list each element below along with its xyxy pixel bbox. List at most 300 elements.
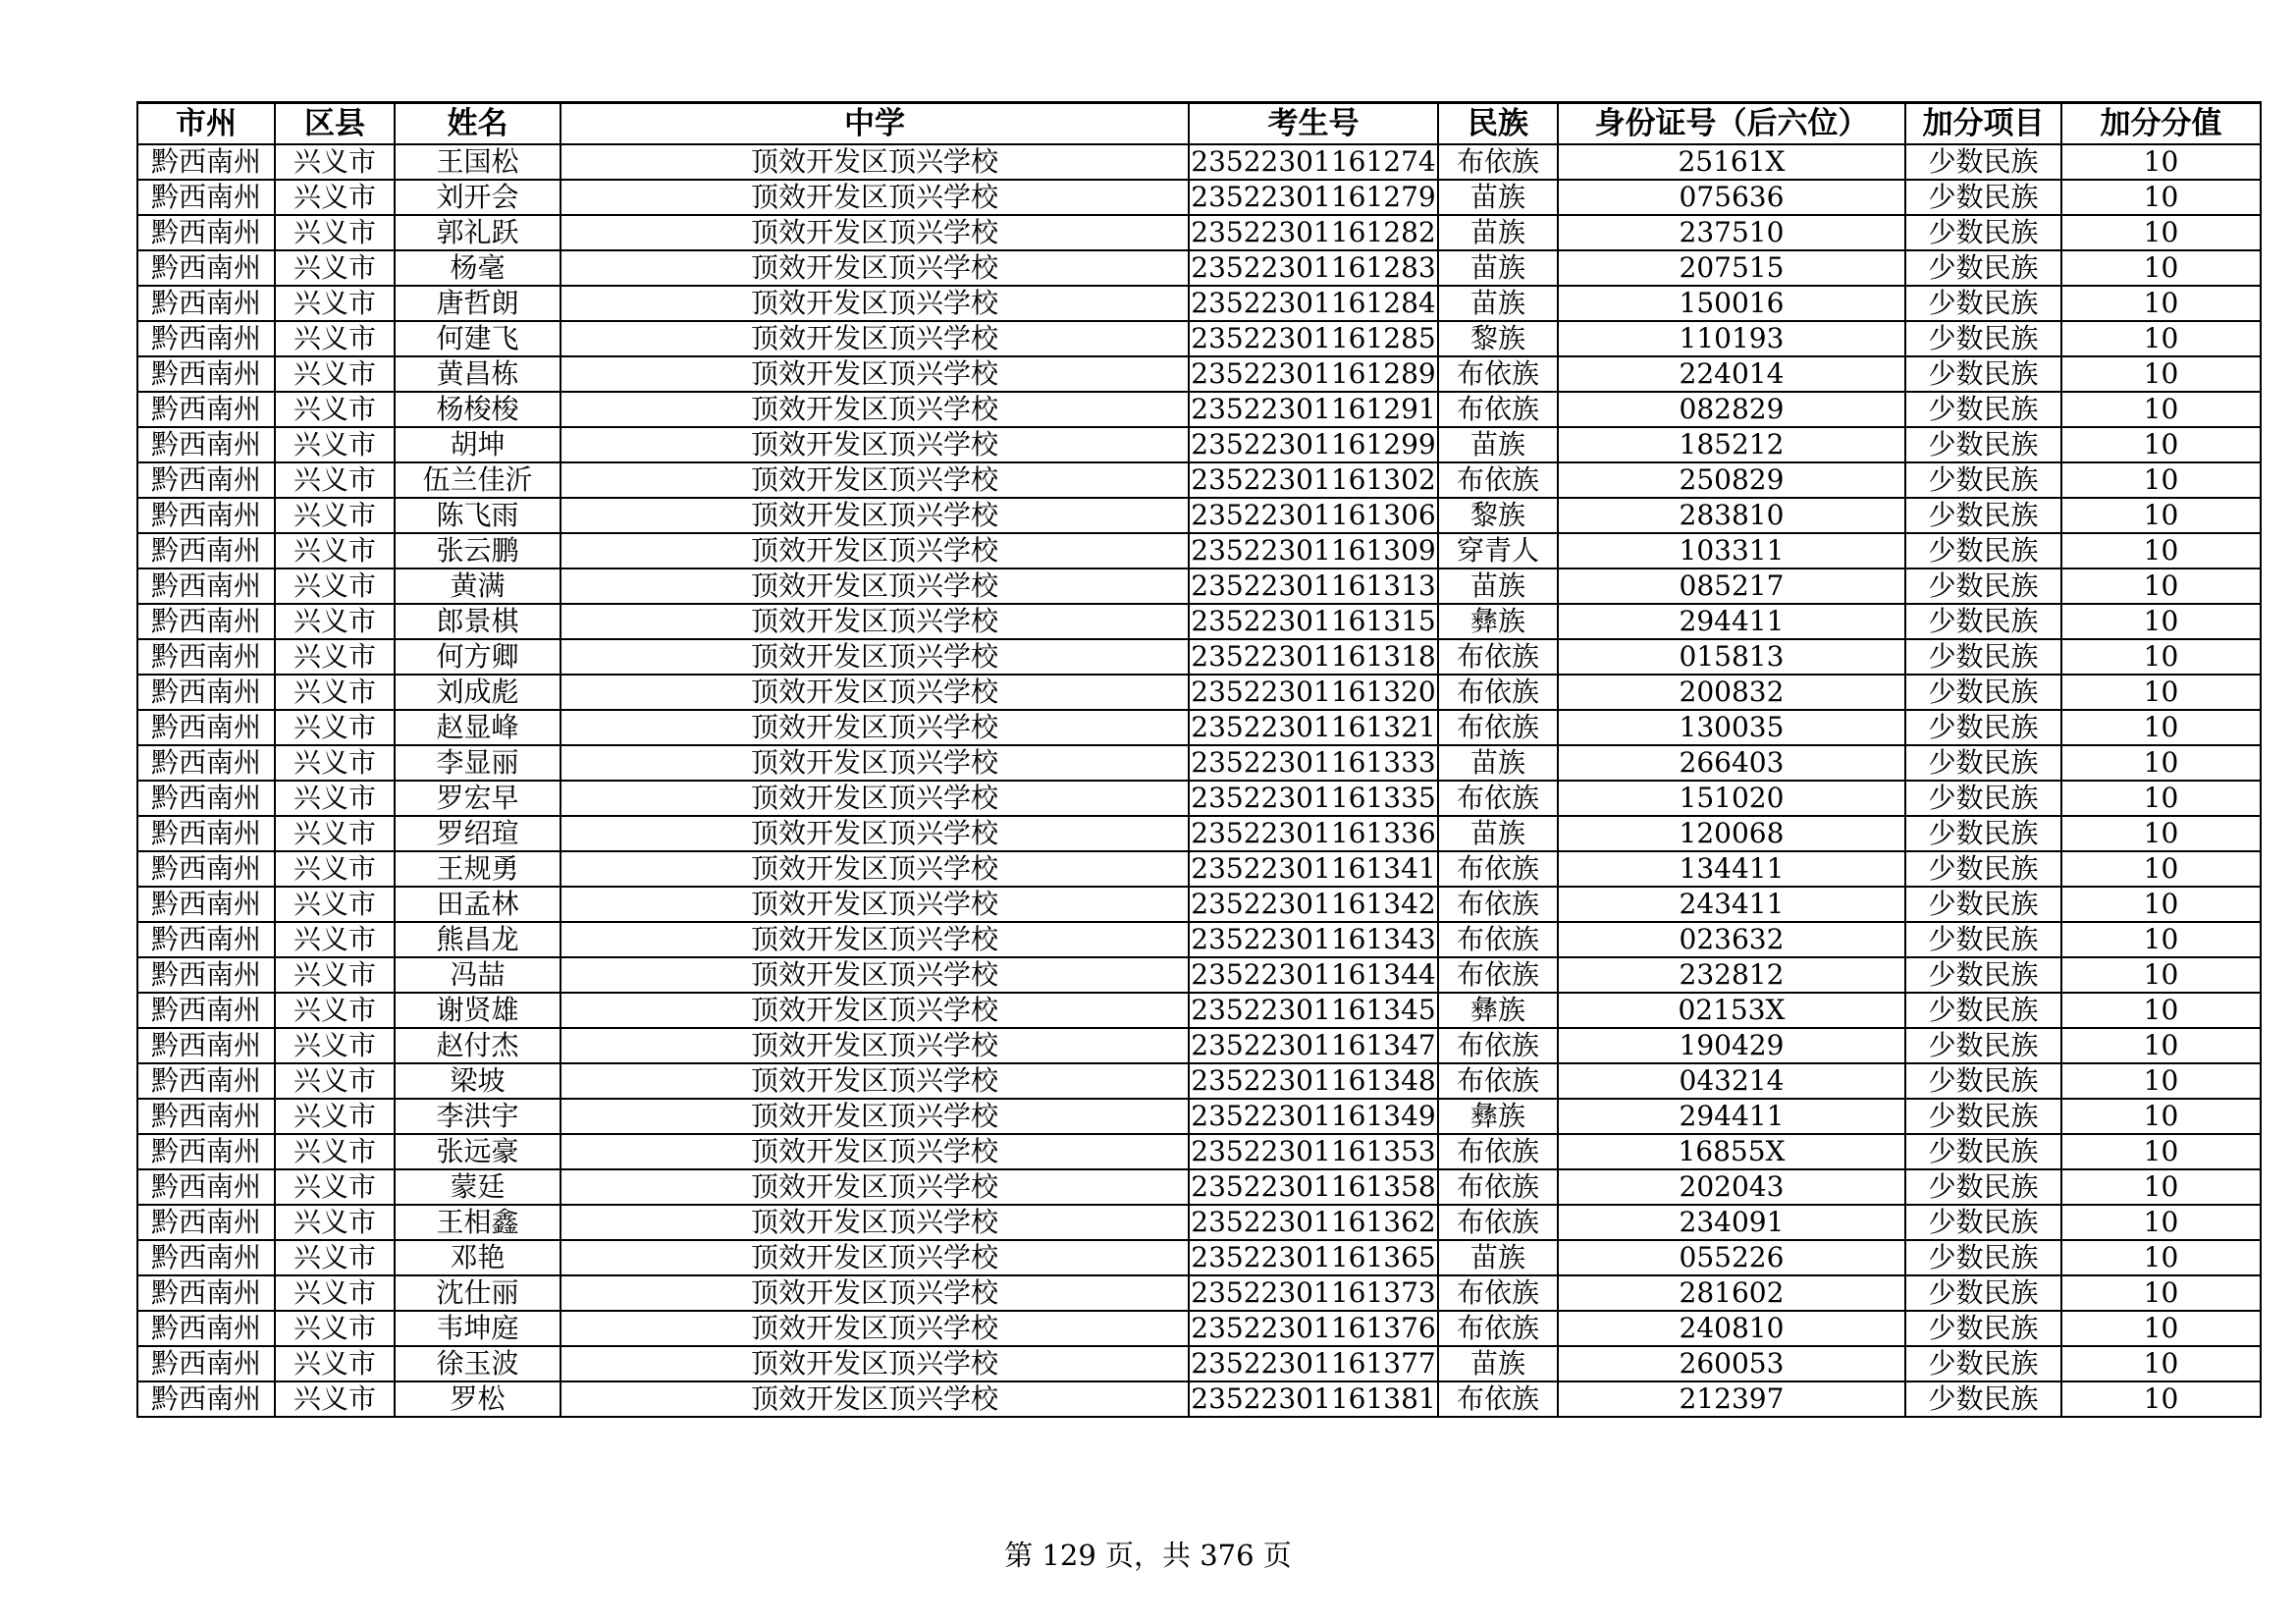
cell-bonus-points: 10 bbox=[2061, 356, 2261, 392]
cell-id-last-six: 294411 bbox=[1558, 1099, 1905, 1134]
cell-bonus-item: 少数民族 bbox=[1905, 675, 2061, 710]
cell-school: 顶效开发区顶兴学校 bbox=[561, 745, 1189, 781]
cell-name: 罗宏早 bbox=[395, 781, 561, 816]
cell-bonus-item: 少数民族 bbox=[1905, 180, 2061, 215]
cell-id-last-six: 120068 bbox=[1558, 816, 1905, 851]
cell-city: 黔西南州 bbox=[137, 710, 275, 745]
cell-ethnicity: 布依族 bbox=[1438, 1311, 1558, 1346]
cell-bonus-points: 10 bbox=[2061, 180, 2261, 215]
table-row bbox=[137, 1099, 2261, 1134]
cell-school: 顶效开发区顶兴学校 bbox=[561, 957, 1189, 993]
cell-city: 黔西南州 bbox=[137, 1275, 275, 1311]
cell-name: 陈飞雨 bbox=[395, 498, 561, 533]
cell-city: 黔西南州 bbox=[137, 745, 275, 781]
header-school: 中学 bbox=[561, 103, 1189, 145]
cell-school: 顶效开发区顶兴学校 bbox=[561, 180, 1189, 215]
cell-id-last-six: 243411 bbox=[1558, 887, 1905, 922]
cell-ethnicity: 彝族 bbox=[1438, 1099, 1558, 1134]
cell-county: 兴义市 bbox=[275, 993, 395, 1028]
cell-school: 顶效开发区顶兴学校 bbox=[561, 1381, 1189, 1417]
page-footer: 第 129 页，共 376 页 bbox=[1004, 1539, 1292, 1572]
table-row bbox=[137, 462, 2261, 498]
table-row bbox=[137, 639, 2261, 675]
cell-county: 兴义市 bbox=[275, 604, 395, 639]
cell-name: 何建飞 bbox=[395, 321, 561, 356]
table-row bbox=[137, 1169, 2261, 1205]
cell-bonus-points: 10 bbox=[2061, 1346, 2261, 1381]
cell-bonus-item: 少数民族 bbox=[1905, 851, 2061, 887]
cell-bonus-item: 少数民族 bbox=[1905, 321, 2061, 356]
cell-bonus-item: 少数民族 bbox=[1905, 427, 2061, 462]
table-row bbox=[137, 1028, 2261, 1063]
cell-school: 顶效开发区顶兴学校 bbox=[561, 604, 1189, 639]
cell-county: 兴义市 bbox=[275, 321, 395, 356]
table-row bbox=[137, 356, 2261, 392]
cell-city: 黔西南州 bbox=[137, 781, 275, 816]
cell-name: 蒙廷 bbox=[395, 1169, 561, 1205]
cell-county: 兴义市 bbox=[275, 144, 395, 180]
cell-id-last-six: 02153X bbox=[1558, 993, 1905, 1028]
cell-bonus-item: 少数民族 bbox=[1905, 144, 2061, 180]
cell-ethnicity: 布依族 bbox=[1438, 462, 1558, 498]
cell-city: 黔西南州 bbox=[137, 993, 275, 1028]
cell-name: 徐玉波 bbox=[395, 1346, 561, 1381]
cell-county: 兴义市 bbox=[275, 957, 395, 993]
cell-ethnicity: 布依族 bbox=[1438, 957, 1558, 993]
cell-bonus-item: 少数民族 bbox=[1905, 250, 2061, 286]
cell-name: 黄满 bbox=[395, 568, 561, 604]
cell-exam-number: 23522301161373 bbox=[1189, 1275, 1438, 1311]
cell-exam-number: 23522301161336 bbox=[1189, 816, 1438, 851]
cell-name: 何方卿 bbox=[395, 639, 561, 675]
cell-school: 顶效开发区顶兴学校 bbox=[561, 710, 1189, 745]
cell-name: 郎景棋 bbox=[395, 604, 561, 639]
cell-exam-number: 23522301161313 bbox=[1189, 568, 1438, 604]
cell-ethnicity: 布依族 bbox=[1438, 392, 1558, 427]
cell-school: 顶效开发区顶兴学校 bbox=[561, 356, 1189, 392]
cell-school: 顶效开发区顶兴学校 bbox=[561, 816, 1189, 851]
cell-id-last-six: 250829 bbox=[1558, 462, 1905, 498]
cell-name: 田孟林 bbox=[395, 887, 561, 922]
cell-school: 顶效开发区顶兴学校 bbox=[561, 675, 1189, 710]
cell-id-last-six: 283810 bbox=[1558, 498, 1905, 533]
cell-bonus-points: 10 bbox=[2061, 568, 2261, 604]
cell-ethnicity: 穿青人 bbox=[1438, 533, 1558, 568]
table-row bbox=[137, 321, 2261, 356]
cell-bonus-item: 少数民族 bbox=[1905, 356, 2061, 392]
cell-name: 沈仕丽 bbox=[395, 1275, 561, 1311]
cell-bonus-points: 10 bbox=[2061, 887, 2261, 922]
cell-city: 黔西南州 bbox=[137, 533, 275, 568]
cell-exam-number: 23522301161321 bbox=[1189, 710, 1438, 745]
cell-name: 张云鹏 bbox=[395, 533, 561, 568]
cell-exam-number: 23522301161315 bbox=[1189, 604, 1438, 639]
cell-city: 黔西南州 bbox=[137, 286, 275, 321]
cell-county: 兴义市 bbox=[275, 710, 395, 745]
cell-city: 黔西南州 bbox=[137, 1028, 275, 1063]
table-row bbox=[137, 533, 2261, 568]
cell-bonus-points: 10 bbox=[2061, 922, 2261, 957]
cell-id-last-six: 023632 bbox=[1558, 922, 1905, 957]
cell-id-last-six: 134411 bbox=[1558, 851, 1905, 887]
cell-name: 谢贤雄 bbox=[395, 993, 561, 1028]
table-row bbox=[137, 1275, 2261, 1311]
table-row bbox=[137, 144, 2261, 180]
cell-school: 顶效开发区顶兴学校 bbox=[561, 1205, 1189, 1240]
cell-exam-number: 23522301161342 bbox=[1189, 887, 1438, 922]
cell-city: 黔西南州 bbox=[137, 498, 275, 533]
cell-ethnicity: 布依族 bbox=[1438, 639, 1558, 675]
table-row bbox=[137, 1205, 2261, 1240]
candidate-bonus-table bbox=[136, 101, 2262, 1418]
cell-exam-number: 23522301161289 bbox=[1189, 356, 1438, 392]
cell-county: 兴义市 bbox=[275, 1169, 395, 1205]
cell-bonus-points: 10 bbox=[2061, 604, 2261, 639]
cell-bonus-item: 少数民族 bbox=[1905, 1311, 2061, 1346]
table-row bbox=[137, 851, 2261, 887]
cell-id-last-six: 043214 bbox=[1558, 1063, 1905, 1099]
table-row bbox=[137, 568, 2261, 604]
cell-county: 兴义市 bbox=[275, 1240, 395, 1275]
table-row bbox=[137, 1240, 2261, 1275]
cell-bonus-points: 10 bbox=[2061, 675, 2261, 710]
table-row bbox=[137, 781, 2261, 816]
cell-city: 黔西南州 bbox=[137, 1205, 275, 1240]
cell-id-last-six: 16855X bbox=[1558, 1134, 1905, 1169]
cell-county: 兴义市 bbox=[275, 462, 395, 498]
cell-bonus-item: 少数民族 bbox=[1905, 745, 2061, 781]
cell-bonus-points: 10 bbox=[2061, 710, 2261, 745]
cell-id-last-six: 25161X bbox=[1558, 144, 1905, 180]
header-ethnicity: 民族 bbox=[1438, 103, 1558, 145]
cell-ethnicity: 布依族 bbox=[1438, 1205, 1558, 1240]
cell-ethnicity: 布依族 bbox=[1438, 356, 1558, 392]
cell-bonus-item: 少数民族 bbox=[1905, 1346, 2061, 1381]
cell-bonus-points: 10 bbox=[2061, 392, 2261, 427]
cell-ethnicity: 布依族 bbox=[1438, 1028, 1558, 1063]
cell-city: 黔西南州 bbox=[137, 887, 275, 922]
cell-school: 顶效开发区顶兴学校 bbox=[561, 250, 1189, 286]
cell-bonus-item: 少数民族 bbox=[1905, 887, 2061, 922]
cell-school: 顶效开发区顶兴学校 bbox=[561, 1063, 1189, 1099]
table-row bbox=[137, 427, 2261, 462]
cell-ethnicity: 布依族 bbox=[1438, 1275, 1558, 1311]
cell-school: 顶效开发区顶兴学校 bbox=[561, 1099, 1189, 1134]
cell-school: 顶效开发区顶兴学校 bbox=[561, 144, 1189, 180]
table-row bbox=[137, 1381, 2261, 1417]
cell-ethnicity: 苗族 bbox=[1438, 427, 1558, 462]
cell-id-last-six: 151020 bbox=[1558, 781, 1905, 816]
cell-city: 黔西南州 bbox=[137, 1099, 275, 1134]
cell-city: 黔西南州 bbox=[137, 1063, 275, 1099]
cell-county: 兴义市 bbox=[275, 1028, 395, 1063]
cell-school: 顶效开发区顶兴学校 bbox=[561, 533, 1189, 568]
cell-name: 黄昌栋 bbox=[395, 356, 561, 392]
cell-school: 顶效开发区顶兴学校 bbox=[561, 1311, 1189, 1346]
table-row bbox=[137, 922, 2261, 957]
cell-school: 顶效开发区顶兴学校 bbox=[561, 286, 1189, 321]
cell-exam-number: 23522301161279 bbox=[1189, 180, 1438, 215]
table-row bbox=[137, 745, 2261, 781]
cell-exam-number: 23522301161333 bbox=[1189, 745, 1438, 781]
cell-county: 兴义市 bbox=[275, 887, 395, 922]
cell-bonus-points: 10 bbox=[2061, 1311, 2261, 1346]
table-row bbox=[137, 675, 2261, 710]
cell-school: 顶效开发区顶兴学校 bbox=[561, 427, 1189, 462]
cell-bonus-item: 少数民族 bbox=[1905, 922, 2061, 957]
cell-id-last-six: 190429 bbox=[1558, 1028, 1905, 1063]
cell-school: 顶效开发区顶兴学校 bbox=[561, 887, 1189, 922]
cell-school: 顶效开发区顶兴学校 bbox=[561, 498, 1189, 533]
cell-ethnicity: 彝族 bbox=[1438, 604, 1558, 639]
cell-school: 顶效开发区顶兴学校 bbox=[561, 1134, 1189, 1169]
cell-bonus-item: 少数民族 bbox=[1905, 1134, 2061, 1169]
cell-exam-number: 23522301161347 bbox=[1189, 1028, 1438, 1063]
cell-county: 兴义市 bbox=[275, 356, 395, 392]
cell-exam-number: 23522301161285 bbox=[1189, 321, 1438, 356]
cell-name: 杨毫 bbox=[395, 250, 561, 286]
cell-bonus-item: 少数民族 bbox=[1905, 1240, 2061, 1275]
cell-school: 顶效开发区顶兴学校 bbox=[561, 1240, 1189, 1275]
cell-id-last-six: 075636 bbox=[1558, 180, 1905, 215]
cell-city: 黔西南州 bbox=[137, 957, 275, 993]
cell-exam-number: 23522301161377 bbox=[1189, 1346, 1438, 1381]
cell-county: 兴义市 bbox=[275, 1205, 395, 1240]
header-city: 市州 bbox=[137, 103, 275, 145]
cell-city: 黔西南州 bbox=[137, 215, 275, 250]
cell-bonus-item: 少数民族 bbox=[1905, 1028, 2061, 1063]
cell-county: 兴义市 bbox=[275, 639, 395, 675]
cell-bonus-item: 少数民族 bbox=[1905, 1099, 2061, 1134]
cell-ethnicity: 苗族 bbox=[1438, 180, 1558, 215]
cell-city: 黔西南州 bbox=[137, 851, 275, 887]
cell-county: 兴义市 bbox=[275, 392, 395, 427]
cell-bonus-item: 少数民族 bbox=[1905, 1205, 2061, 1240]
cell-name: 冯喆 bbox=[395, 957, 561, 993]
table-row bbox=[137, 1346, 2261, 1381]
cell-exam-number: 23522301161309 bbox=[1189, 533, 1438, 568]
cell-ethnicity: 布依族 bbox=[1438, 144, 1558, 180]
table-row bbox=[137, 1134, 2261, 1169]
cell-id-last-six: 232812 bbox=[1558, 957, 1905, 993]
table-row bbox=[137, 604, 2261, 639]
cell-ethnicity: 苗族 bbox=[1438, 250, 1558, 286]
cell-exam-number: 23522301161320 bbox=[1189, 675, 1438, 710]
cell-id-last-six: 082829 bbox=[1558, 392, 1905, 427]
cell-name: 罗松 bbox=[395, 1381, 561, 1417]
cell-id-last-six: 150016 bbox=[1558, 286, 1905, 321]
cell-county: 兴义市 bbox=[275, 215, 395, 250]
cell-school: 顶效开发区顶兴学校 bbox=[561, 922, 1189, 957]
cell-bonus-points: 10 bbox=[2061, 1381, 2261, 1417]
cell-ethnicity: 布依族 bbox=[1438, 851, 1558, 887]
cell-school: 顶效开发区顶兴学校 bbox=[561, 781, 1189, 816]
cell-exam-number: 23522301161302 bbox=[1189, 462, 1438, 498]
cell-bonus-points: 10 bbox=[2061, 144, 2261, 180]
cell-city: 黔西南州 bbox=[137, 462, 275, 498]
cell-name: 李洪宇 bbox=[395, 1099, 561, 1134]
cell-exam-number: 23522301161341 bbox=[1189, 851, 1438, 887]
cell-ethnicity: 苗族 bbox=[1438, 286, 1558, 321]
cell-city: 黔西南州 bbox=[137, 1169, 275, 1205]
cell-bonus-item: 少数民族 bbox=[1905, 568, 2061, 604]
cell-bonus-points: 10 bbox=[2061, 993, 2261, 1028]
cell-exam-number: 23522301161343 bbox=[1189, 922, 1438, 957]
cell-county: 兴义市 bbox=[275, 851, 395, 887]
cell-school: 顶效开发区顶兴学校 bbox=[561, 1275, 1189, 1311]
cell-bonus-points: 10 bbox=[2061, 816, 2261, 851]
cell-ethnicity: 苗族 bbox=[1438, 1240, 1558, 1275]
cell-id-last-six: 185212 bbox=[1558, 427, 1905, 462]
cell-bonus-item: 少数民族 bbox=[1905, 1169, 2061, 1205]
cell-school: 顶效开发区顶兴学校 bbox=[561, 568, 1189, 604]
header-name: 姓名 bbox=[395, 103, 561, 145]
table-header-row bbox=[137, 103, 2261, 145]
cell-id-last-six: 015813 bbox=[1558, 639, 1905, 675]
cell-school: 顶效开发区顶兴学校 bbox=[561, 639, 1189, 675]
cell-id-last-six: 110193 bbox=[1558, 321, 1905, 356]
header-bonus-points: 加分分值 bbox=[2061, 103, 2261, 145]
cell-bonus-item: 少数民族 bbox=[1905, 639, 2061, 675]
cell-school: 顶效开发区顶兴学校 bbox=[561, 1169, 1189, 1205]
cell-school: 顶效开发区顶兴学校 bbox=[561, 321, 1189, 356]
cell-ethnicity: 黎族 bbox=[1438, 321, 1558, 356]
cell-county: 兴义市 bbox=[275, 1311, 395, 1346]
table-row bbox=[137, 250, 2261, 286]
cell-city: 黔西南州 bbox=[137, 675, 275, 710]
cell-bonus-points: 10 bbox=[2061, 1099, 2261, 1134]
cell-city: 黔西南州 bbox=[137, 392, 275, 427]
cell-id-last-six: 103311 bbox=[1558, 533, 1905, 568]
cell-name: 伍兰佳沂 bbox=[395, 462, 561, 498]
table-row bbox=[137, 993, 2261, 1028]
cell-county: 兴义市 bbox=[275, 498, 395, 533]
cell-county: 兴义市 bbox=[275, 1063, 395, 1099]
cell-bonus-points: 10 bbox=[2061, 1063, 2261, 1099]
table-row bbox=[137, 215, 2261, 250]
header-exam-number: 考生号 bbox=[1189, 103, 1438, 145]
cell-ethnicity: 布依族 bbox=[1438, 675, 1558, 710]
cell-bonus-item: 少数民族 bbox=[1905, 993, 2061, 1028]
cell-name: 李显丽 bbox=[395, 745, 561, 781]
header-county: 区县 bbox=[275, 103, 395, 145]
cell-bonus-item: 少数民族 bbox=[1905, 816, 2061, 851]
cell-bonus-points: 10 bbox=[2061, 1205, 2261, 1240]
cell-county: 兴义市 bbox=[275, 1275, 395, 1311]
table-row bbox=[137, 957, 2261, 993]
table-row bbox=[137, 710, 2261, 745]
cell-city: 黔西南州 bbox=[137, 1381, 275, 1417]
cell-ethnicity: 布依族 bbox=[1438, 1169, 1558, 1205]
cell-city: 黔西南州 bbox=[137, 427, 275, 462]
cell-ethnicity: 布依族 bbox=[1438, 710, 1558, 745]
cell-id-last-six: 085217 bbox=[1558, 568, 1905, 604]
cell-id-last-six: 237510 bbox=[1558, 215, 1905, 250]
cell-name: 刘开会 bbox=[395, 180, 561, 215]
cell-id-last-six: 294411 bbox=[1558, 604, 1905, 639]
table-row bbox=[137, 887, 2261, 922]
cell-id-last-six: 130035 bbox=[1558, 710, 1905, 745]
cell-bonus-points: 10 bbox=[2061, 957, 2261, 993]
cell-school: 顶效开发区顶兴学校 bbox=[561, 215, 1189, 250]
cell-bonus-item: 少数民族 bbox=[1905, 498, 2061, 533]
cell-city: 黔西南州 bbox=[137, 250, 275, 286]
cell-bonus-item: 少数民族 bbox=[1905, 1381, 2061, 1417]
cell-exam-number: 23522301161299 bbox=[1189, 427, 1438, 462]
cell-city: 黔西南州 bbox=[137, 639, 275, 675]
cell-exam-number: 23522301161335 bbox=[1189, 781, 1438, 816]
cell-name: 唐哲朗 bbox=[395, 286, 561, 321]
cell-bonus-item: 少数民族 bbox=[1905, 215, 2061, 250]
cell-name: 杨梭梭 bbox=[395, 392, 561, 427]
cell-exam-number: 23522301161306 bbox=[1189, 498, 1438, 533]
cell-exam-number: 23522301161353 bbox=[1189, 1134, 1438, 1169]
cell-bonus-points: 10 bbox=[2061, 321, 2261, 356]
cell-city: 黔西南州 bbox=[137, 1134, 275, 1169]
cell-name: 熊昌龙 bbox=[395, 922, 561, 957]
cell-county: 兴义市 bbox=[275, 781, 395, 816]
cell-name: 罗绍瑄 bbox=[395, 816, 561, 851]
cell-exam-number: 23522301161345 bbox=[1189, 993, 1438, 1028]
cell-bonus-points: 10 bbox=[2061, 1134, 2261, 1169]
cell-school: 顶效开发区顶兴学校 bbox=[561, 851, 1189, 887]
cell-id-last-six: 202043 bbox=[1558, 1169, 1905, 1205]
cell-exam-number: 23522301161348 bbox=[1189, 1063, 1438, 1099]
cell-county: 兴义市 bbox=[275, 533, 395, 568]
cell-name: 郭礼跃 bbox=[395, 215, 561, 250]
cell-bonus-points: 10 bbox=[2061, 781, 2261, 816]
header-id-last-six: 身份证号（后六位） bbox=[1558, 103, 1905, 145]
table-row bbox=[137, 286, 2261, 321]
cell-id-last-six: 212397 bbox=[1558, 1381, 1905, 1417]
cell-county: 兴义市 bbox=[275, 1134, 395, 1169]
cell-bonus-item: 少数民族 bbox=[1905, 1275, 2061, 1311]
cell-exam-number: 23522301161362 bbox=[1189, 1205, 1438, 1240]
cell-name: 胡坤 bbox=[395, 427, 561, 462]
table-row bbox=[137, 392, 2261, 427]
cell-ethnicity: 布依族 bbox=[1438, 781, 1558, 816]
cell-bonus-points: 10 bbox=[2061, 1240, 2261, 1275]
cell-ethnicity: 苗族 bbox=[1438, 568, 1558, 604]
table-body bbox=[137, 144, 2261, 1417]
cell-city: 黔西南州 bbox=[137, 1311, 275, 1346]
header-bonus-item: 加分项目 bbox=[1905, 103, 2061, 145]
cell-bonus-points: 10 bbox=[2061, 427, 2261, 462]
cell-bonus-points: 10 bbox=[2061, 533, 2261, 568]
cell-school: 顶效开发区顶兴学校 bbox=[561, 462, 1189, 498]
cell-school: 顶效开发区顶兴学校 bbox=[561, 392, 1189, 427]
cell-bonus-item: 少数民族 bbox=[1905, 604, 2061, 639]
cell-id-last-six: 207515 bbox=[1558, 250, 1905, 286]
cell-id-last-six: 240810 bbox=[1558, 1311, 1905, 1346]
cell-school: 顶效开发区顶兴学校 bbox=[561, 993, 1189, 1028]
cell-bonus-points: 10 bbox=[2061, 215, 2261, 250]
cell-exam-number: 23522301161274 bbox=[1189, 144, 1438, 180]
table-row bbox=[137, 180, 2261, 215]
cell-county: 兴义市 bbox=[275, 675, 395, 710]
cell-ethnicity: 彝族 bbox=[1438, 993, 1558, 1028]
cell-bonus-points: 10 bbox=[2061, 745, 2261, 781]
cell-county: 兴义市 bbox=[275, 286, 395, 321]
cell-county: 兴义市 bbox=[275, 568, 395, 604]
cell-county: 兴义市 bbox=[275, 250, 395, 286]
cell-id-last-six: 224014 bbox=[1558, 356, 1905, 392]
cell-ethnicity: 苗族 bbox=[1438, 215, 1558, 250]
cell-school: 顶效开发区顶兴学校 bbox=[561, 1346, 1189, 1381]
cell-bonus-points: 10 bbox=[2061, 1275, 2261, 1311]
cell-school: 顶效开发区顶兴学校 bbox=[561, 1028, 1189, 1063]
cell-city: 黔西南州 bbox=[137, 568, 275, 604]
